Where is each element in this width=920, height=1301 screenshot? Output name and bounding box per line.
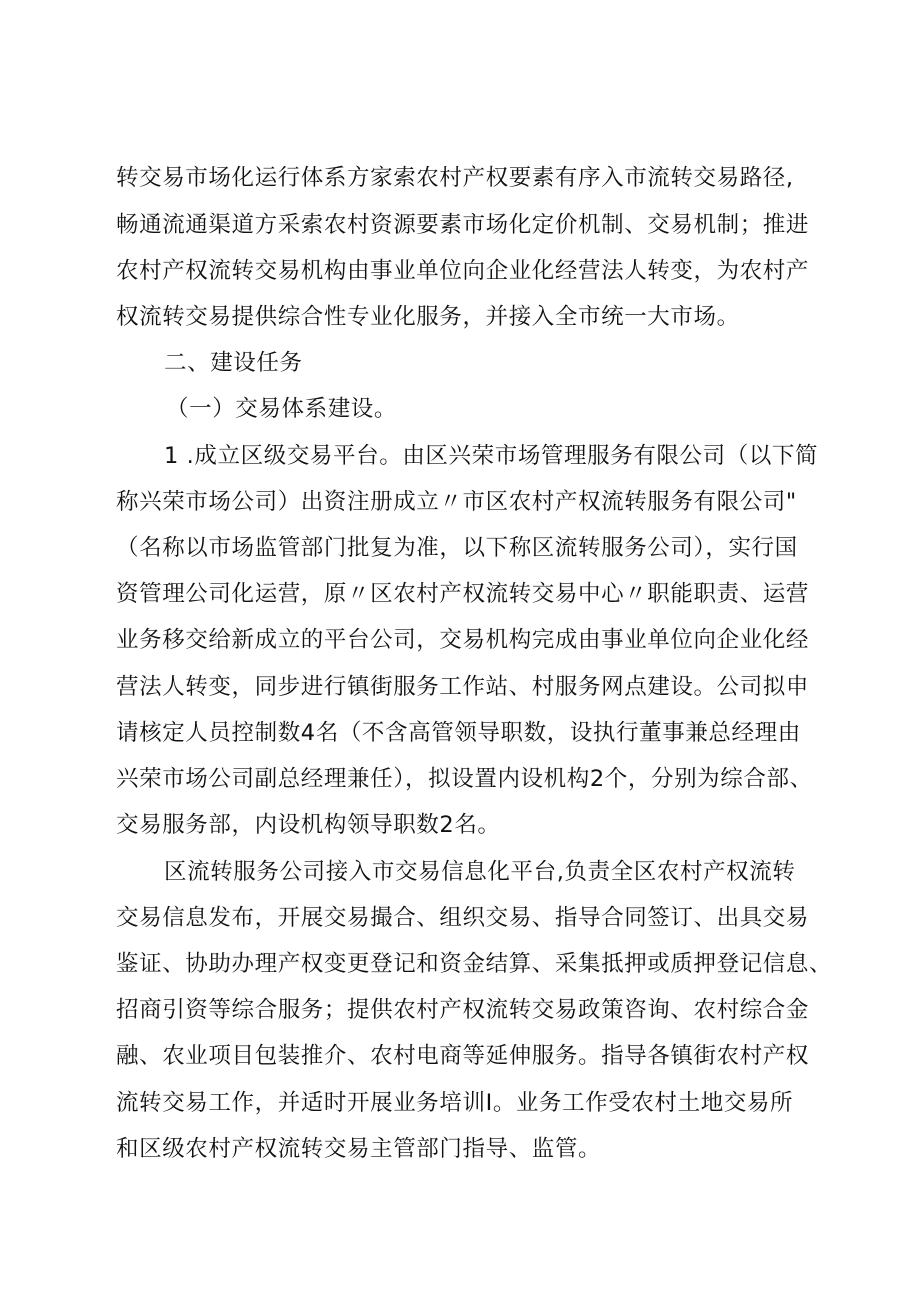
text-line: 资管理公司化运营，原〃区农村产权流转交易中心〃职能职责、运营 — [116, 581, 810, 607]
subsection-heading: （一）交易体系建设。 — [166, 396, 398, 422]
text-line: 转交易市场化运行体系方家索农村产权要素有序入市流转交易路径, — [116, 165, 794, 191]
text-line: 流转交易工作，并适时开展业务培训I。业务工作受农村土地交易所 — [116, 1090, 794, 1116]
text-line: 融、农业项目包装推介、农村电商等延伸服务。指导各镇街农村产权 — [116, 1043, 810, 1069]
text-line: 鉴证、协助办理产权变更登记和资金结算、采集抵押或质押登记信息、 — [116, 951, 833, 977]
text-line: 交易信息发布，开展交易撮合、组织交易、指导合同签订、出具交易 — [116, 905, 810, 931]
text-line: （名称以市场监管部门批复为准，以下称区流转服务公司），实行国 — [116, 535, 798, 561]
section-heading: 二、建设任务 — [164, 350, 303, 376]
text-line: 畅通流通渠道方采索农村资源要素市场化定价机制、交易机制；推进 — [116, 212, 810, 238]
text-line: 1 .成立区级交易平台。由区兴荣市场管理服务有限公司（以下简 — [164, 443, 819, 469]
text-line: 农村产权流转交易机构由事业单位向企业化经营法人转变，为农村产 — [116, 258, 810, 284]
text-line: 和区级农村产权流转交易主管部门指导、监管。 — [116, 1136, 602, 1162]
text-line: 请核定人员控制数4名（不含高管领导职数，设执行董事兼总经理由 — [116, 720, 801, 746]
text-line: 称兴荣市场公司）出资注册成立〃市区农村产权流转服务有限公司" — [116, 489, 797, 515]
text-line: 营法人转变，同步进行镇街服务工作站、村服务网点建设。公司拟申 — [116, 674, 810, 700]
text-line: 权流转交易提供综合性专业化服务，并接入全市统一大市场。 — [116, 304, 740, 330]
text-line: 区流转服务公司接入市交易信息化平台,负责全区农村产权流转 — [164, 859, 796, 885]
text-line: 兴荣市场公司副总经理兼任），拟设置内设机构2个，分别为综合部、 — [116, 766, 813, 792]
text-line: 交易服务部，内设机构领导职数2名。 — [116, 812, 501, 838]
text-line: 业务移交给新成立的平台公司，交易机构完成由事业单位向企业化经 — [116, 627, 810, 653]
text-line: 招商引资等综合服务；提供农村产权流转交易政策咨询、农村综合金 — [116, 997, 810, 1023]
